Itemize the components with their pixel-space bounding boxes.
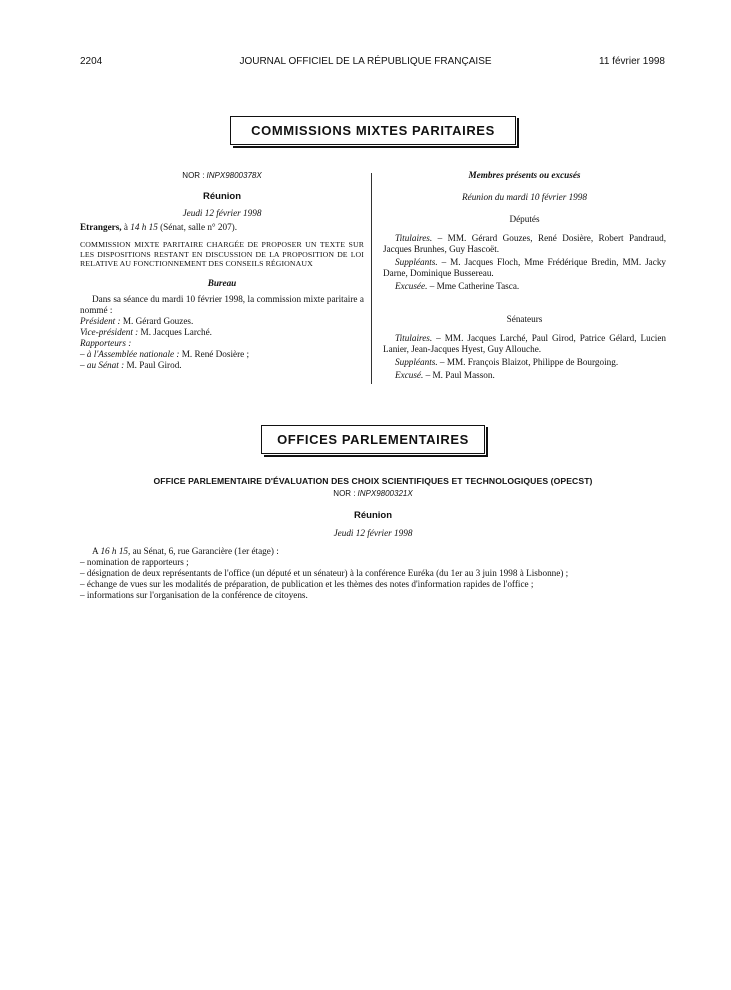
meeting-place: Etrangers, [80, 222, 122, 232]
senateurs-excuse-label: Excusé. [395, 370, 424, 380]
senateurs-excuse [383, 370, 666, 381]
president-name: M. Gérard Gouzes. [122, 315, 194, 326]
bureau-heading: Bureau [207, 277, 237, 288]
vice-president-line [80, 327, 364, 338]
meeting-room: (Sénat, salle n° 207). [160, 222, 238, 232]
reunion-heading: Réunion [203, 191, 241, 202]
senateurs-suppleants [383, 357, 666, 368]
president-line [80, 316, 364, 327]
journal-title: JOURNAL OFFICIEL DE LA RÉPUBLIQUE FRANÇAISE [239, 56, 492, 67]
office-section [80, 476, 666, 601]
office-title: OFFICE PARLEMENTAIRE D'ÉVALUATION DES CHOIX SCIENTIFIQUES ET TECHNOLOGIQUES (OPECST) [153, 476, 593, 486]
agenda-item: – échange de vues sur les modalités de préparation, de publication et les thèmes des notes d'information rapides de l'office ; [80, 579, 534, 589]
deputes-titulaires-text: – MM. Gérard Gouzes, René Dosière, Robert Pandraud, Jacques Brunhes, Guy Hascoët. [383, 233, 666, 254]
nor-label: NOR : [182, 171, 205, 180]
meeting-date: Jeudi 12 février 1998 [182, 208, 262, 218]
vice-name: M. Jacques Larché. [140, 326, 212, 337]
deputes-suppleants-text: – M. Jacques Floch, Mme Frédérique Bredin, MM. Jacky Darne, Dominique Bussereau. [383, 257, 667, 278]
senateurs-heading: Sénateurs [506, 314, 543, 324]
meeting-time-prefix: à [123, 222, 128, 232]
office-intro [80, 546, 666, 557]
rapporteur-senat-name: M. Paul Girod. [126, 359, 182, 370]
meeting-details [80, 222, 364, 233]
bureau-intro: Dans sa séance du mardi 10 février 1998, la commission mixte paritaire a nommé : [80, 293, 364, 315]
rapporteur-an-name: M. René Dosière ; [181, 348, 250, 359]
members-heading: Membres présents ou excusés [468, 170, 581, 180]
agenda-item: – nomination de rapporteurs ; [80, 557, 189, 567]
left-column [80, 170, 364, 371]
vice-label: Vice-président : [80, 326, 139, 337]
office-intro-prefix: A [92, 546, 99, 556]
column-divider [371, 173, 372, 384]
senateurs-titulaires-text: – MM. Jacques Larché, Paul Girod, Patrice Gélard, Lucien Lanier, Jean-Jacques Hyest, Guy Allouche. [383, 333, 666, 354]
deputes-suppleants-label: Suppléants. [395, 257, 438, 267]
agenda-item: – désignation de deux représentants de l'office (un député et un sénateur) à la conférence Euréka (du 1er au 3 juin 1998 à Lisbonne) ; [80, 568, 569, 578]
senateurs-suppleants-label: Suppléants. [395, 357, 438, 367]
agenda-list [80, 557, 666, 601]
deputes-excusee-text: – Mme Catherine Tasca. [429, 281, 520, 291]
deputes-excusee [383, 281, 666, 292]
issue-date: 11 février 1998 [599, 56, 665, 67]
page-number: 2204 [80, 56, 103, 67]
office-nor-code: INPX9800321X [357, 489, 413, 498]
rapporteur-an-line [80, 349, 364, 360]
office-meeting-date: Jeudi 12 février 1998 [333, 528, 413, 538]
senateurs-excuse-text: – M. Paul Masson. [425, 370, 495, 380]
meeting-time: 14 h 15 [130, 222, 158, 232]
members-subheading: Réunion du mardi 10 février 1998 [462, 192, 587, 202]
section-title-offices: OFFICES PARLEMENTAIRES [261, 425, 485, 454]
commission-text: COMMISSION MIXTE PARITAIRE CHARGÉE DE PROPOSER UN TEXTE SUR LES DISPOSITIONS RESTANT EN DISCUSSION DE LA PROPOSITION DE LOI RELATIVE AU FONCTIONNEMENT DES CONSEILS RÉGIONAUX [80, 240, 364, 269]
deputes-heading: Députés [509, 214, 540, 224]
senateurs-titulaires [383, 333, 666, 355]
rapporteurs-label: Rapporteurs : [80, 337, 132, 348]
president-label: Président : [80, 315, 121, 326]
senateurs-suppleants-text: – MM. François Blaizot, Philippe de Bourgoing. [439, 357, 619, 367]
office-reunion-heading: Réunion [354, 510, 392, 521]
deputes-titulaires [383, 233, 666, 255]
nor-line [80, 170, 364, 181]
senateurs-titulaires-label: Titulaires. [395, 333, 433, 343]
deputes-suppleants [383, 257, 666, 279]
deputes-titulaires-label: Titulaires. [395, 233, 433, 243]
rapporteur-senat-line [80, 360, 364, 371]
office-nor-label: NOR : [333, 489, 356, 498]
agenda-item: – informations sur l'organisation de la conférence de citoyens. [80, 590, 308, 600]
rapporteur-an-label: – à l'Assemblée nationale : [80, 348, 180, 359]
rapporteur-senat-label: – au Sénat : [80, 359, 125, 370]
deputes-excusee-label: Excusée. [395, 281, 428, 291]
office-intro-rest: au Sénat, 6, rue Garancière (1er étage) : [132, 546, 279, 556]
right-column [383, 170, 666, 381]
nor-code: INPX9800378X [206, 171, 262, 180]
office-intro-time: 16 h 15, [100, 546, 131, 556]
office-nor-line [80, 488, 666, 499]
section-title-commissions: COMMISSIONS MIXTES PARITAIRES [230, 116, 516, 145]
